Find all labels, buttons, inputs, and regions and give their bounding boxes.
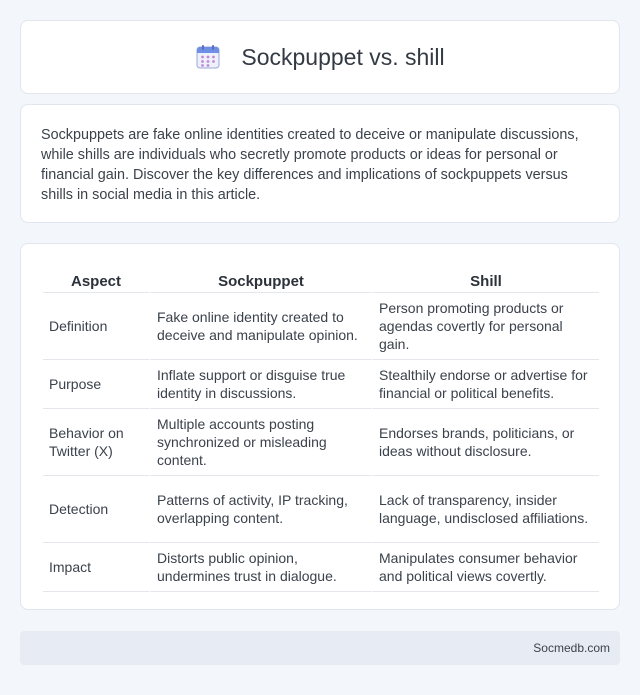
row-aspect: Detection bbox=[43, 476, 149, 543]
page-title: Sockpuppet vs. shill bbox=[241, 43, 445, 70]
row-sockpuppet: Multiple accounts posting synchronized or misleading content. bbox=[149, 409, 371, 476]
header-shill: Shill bbox=[371, 264, 599, 293]
row-sockpuppet: Inflate support or disguise true identity in discussions. bbox=[149, 360, 371, 409]
title-card bbox=[20, 20, 620, 94]
table-row bbox=[43, 476, 599, 543]
row-aspect: Impact bbox=[43, 543, 149, 592]
row-shill: Manipulates consumer behavior and political views covertly. bbox=[371, 543, 599, 592]
table-row bbox=[43, 360, 599, 409]
footer bbox=[20, 631, 620, 665]
row-sockpuppet: Fake online identity created to deceive and manipulate opinion. bbox=[149, 293, 371, 360]
row-aspect: Purpose bbox=[43, 360, 149, 409]
calendar-icon bbox=[195, 44, 221, 70]
row-shill: Endorses brands, politicians, or ideas without disclosure. bbox=[371, 409, 599, 476]
intro-text: Sockpuppets are fake online identities created to deceive or manipulate discussions, while shills are individuals who secretly promote products or ideas for personal or financial gain. Discover the key differences and implications of sockpuppets versus shills in social media in this article. bbox=[41, 127, 579, 203]
row-aspect: Definition bbox=[43, 293, 149, 360]
header-aspect: Aspect bbox=[43, 264, 149, 293]
intro-card bbox=[20, 104, 620, 223]
row-sockpuppet: Distorts public opinion, undermines trust in dialogue. bbox=[149, 543, 371, 592]
table-row bbox=[43, 409, 599, 476]
row-sockpuppet: Patterns of activity, IP tracking, overlapping content. bbox=[149, 476, 371, 543]
comparison-table bbox=[43, 264, 599, 592]
comparison-card bbox=[20, 243, 620, 610]
row-shill: Lack of transparency, insider language, undisclosed affiliations. bbox=[371, 476, 599, 543]
row-shill: Person promoting products or agendas covertly for personal gain. bbox=[371, 293, 599, 360]
row-shill: Stealthily endorse or advertise for financial or political benefits. bbox=[371, 360, 599, 409]
table-row bbox=[43, 293, 599, 360]
table-row bbox=[43, 543, 599, 592]
row-aspect: Behavior on Twitter (X) bbox=[43, 409, 149, 476]
header-sockpuppet: Sockpuppet bbox=[149, 264, 371, 293]
table-header-row bbox=[43, 264, 599, 293]
footer-site-link[interactable]: Socmedb.com bbox=[533, 641, 610, 655]
